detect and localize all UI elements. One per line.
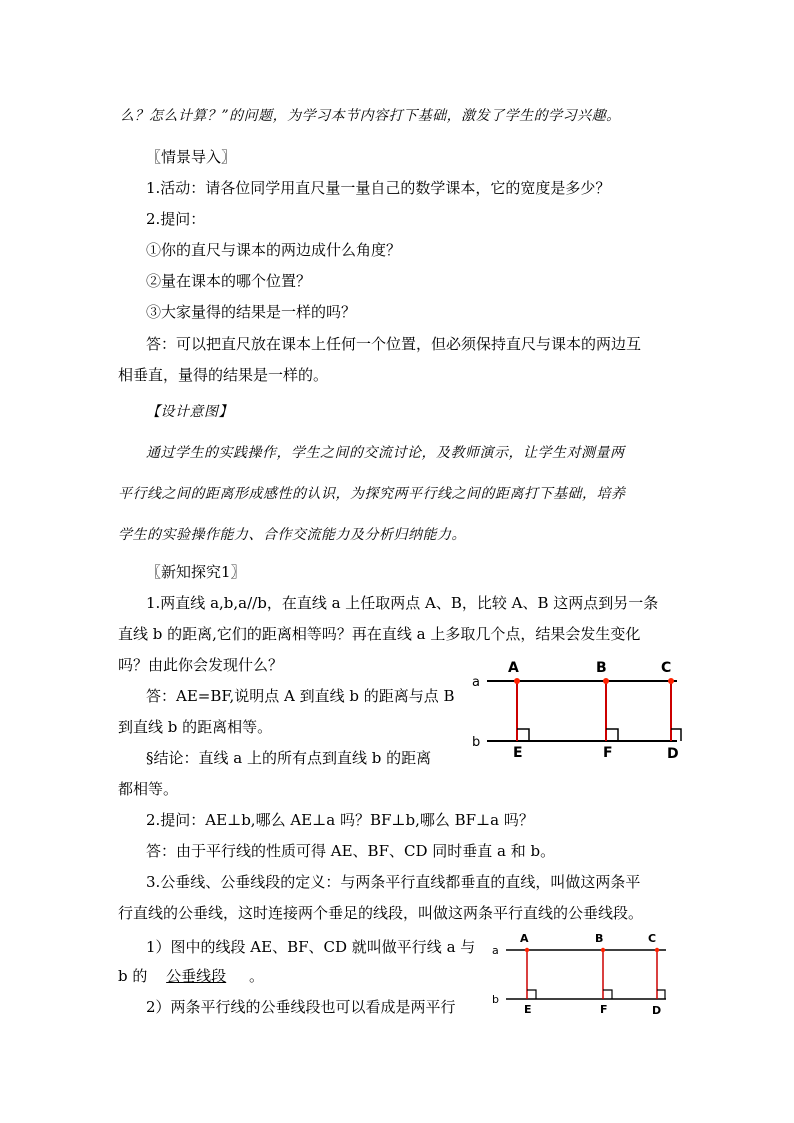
text-line: 2）两条平行线的公垂线段也可以看成是两平行 — [146, 998, 456, 1016]
text-line: 到直线 b 的距离相等。 — [118, 718, 273, 736]
text-line: 平行线之间的距离形成感性的认识，为探究两平行线之间的距离打下基础，培养 — [118, 486, 626, 502]
label-point-c: C — [648, 932, 657, 945]
label-point-d: D — [652, 1004, 662, 1017]
text-line: 答：可以把直尺放在课本上任何一个位置，但必须保持直尺与课本的两边互 — [146, 335, 642, 353]
text-line: 1.活动：请各位同学用直尺量一量自己的数学课本，它的宽度是多少？ — [146, 179, 611, 197]
label-point-b: B — [595, 932, 604, 945]
parallel-lines-figure-2 — [488, 928, 688, 1018]
text-fragment: b 的 — [118, 967, 148, 985]
text-line: 1）图中的线段 AE、BF、CD 就叫做平行线 a 与 — [146, 938, 476, 956]
right-angle-mark-e — [517, 729, 529, 741]
text-line: 学生的实验操作能力、合作交流能力及分析归纳能力。 — [118, 527, 466, 543]
point-b — [601, 948, 605, 952]
right-angle-mark-e — [527, 990, 536, 999]
point-c — [668, 678, 674, 684]
label-point-e: E — [513, 745, 523, 761]
right-angle-mark-f — [603, 990, 612, 999]
text-line: 都相等。 — [118, 780, 179, 798]
text-line: 1.两直线 a,b,a//b，在直线 a 上任取两点 A、B，比较 A、B 这两点到另一条 — [146, 594, 659, 612]
parallel-lines-figure-1 — [465, 655, 700, 765]
text-line: 2.提问：AE⊥b,哪么 AE⊥a 吗？BF⊥b,哪么 BF⊥a 吗？ — [146, 811, 534, 829]
label-line-b: b — [472, 735, 481, 750]
label-point-d: D — [667, 746, 679, 762]
section-heading-design-intent: 【设计意图】 — [146, 404, 233, 420]
label-point-a: A — [508, 660, 519, 676]
text-line: ①你的直尺与课本的两边成什么角度？ — [146, 241, 402, 259]
section-heading-explore: 〖新知探究1〗 — [146, 563, 246, 581]
text-line: ②量在课本的哪个位置？ — [146, 272, 312, 290]
label-line-a: a — [472, 675, 480, 690]
label-line-a: a — [492, 944, 499, 957]
text-line: 行直线的公垂线，这时连接两个垂足的线段，叫做这两条平行直线的公垂线段。 — [118, 904, 644, 922]
text-line: §结论：直线 a 上的所有点到直线 b 的距离 — [146, 749, 432, 767]
text-line: 3.公垂线、公垂线段的定义：与两条平行直线都垂直的直线，叫做这两条平 — [146, 873, 641, 891]
text-line: 答：AE=BF,说明点 A 到直线 b 的距离与点 B — [146, 687, 455, 705]
label-point-c: C — [661, 660, 672, 676]
label-line-b: b — [492, 993, 499, 1006]
text-line — [118, 966, 264, 986]
text-line: ③大家量得的结果是一样的吗？ — [146, 303, 357, 321]
section-heading-scene-intro: 〖情景导入〗 — [146, 148, 237, 166]
text-line: 么？怎么计算？”的问题，为学习本节内容打下基础，激发了学生的学习兴趣。 — [120, 108, 621, 124]
text-line: 通过学生的实践操作，学生之间的交流讨论，及教师演示，让学生对测量两 — [146, 445, 625, 461]
right-angle-mark-d — [657, 990, 665, 999]
right-angle-mark-f — [606, 729, 618, 741]
label-point-a: A — [520, 932, 529, 945]
text-fragment: 。 — [248, 967, 264, 985]
right-angle-mark-d — [671, 729, 681, 741]
point-b — [603, 678, 609, 684]
point-c — [655, 948, 659, 952]
answer-blank: 公垂线段 — [166, 967, 227, 985]
text-line: 直线 b 的距离,它们的距离相等吗？再在直线 a 上多取几个点，结果会发生变化 — [118, 625, 641, 643]
text-line: 吗？由此你会发现什么？ — [118, 656, 284, 674]
point-a — [525, 948, 529, 952]
label-point-f: F — [600, 1003, 608, 1016]
label-point-b: B — [596, 660, 607, 676]
text-line: 相垂直，量得的结果是一样的。 — [118, 366, 329, 384]
text-line: 答：由于平行线的性质可得 AE、BF、CD 同时垂直 a 和 b。 — [146, 842, 556, 860]
label-point-e: E — [524, 1003, 532, 1016]
point-a — [514, 678, 520, 684]
text-line: 2.提问： — [146, 210, 206, 228]
label-point-f: F — [603, 745, 613, 761]
